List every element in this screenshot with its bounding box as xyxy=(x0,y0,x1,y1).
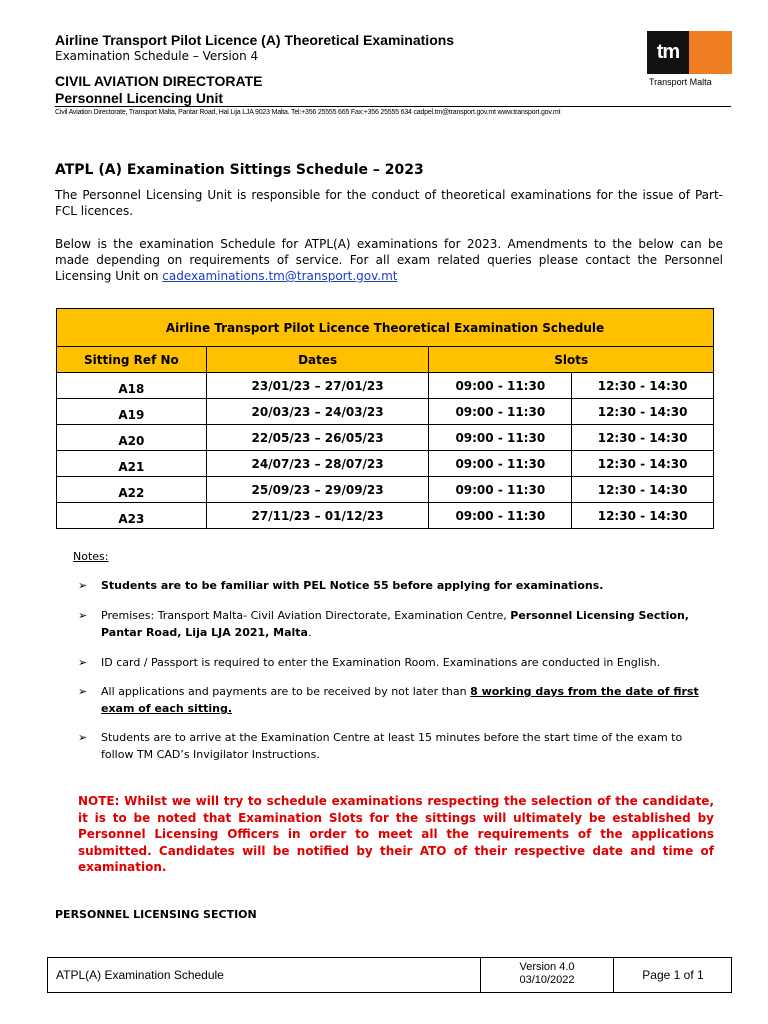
unit-name: Personnel Licencing Unit xyxy=(55,90,224,106)
note-text-underlined: 8 working days from the date of first exam of each sitting. xyxy=(101,685,699,715)
schedule-table xyxy=(56,308,714,529)
signoff: PERSONNEL LICENSING SECTION xyxy=(55,908,257,921)
afternoon-slot: 12:30 - 14:30 xyxy=(572,425,714,451)
intro-paragraph: The Personnel Licensing Unit is responsible for the conduct of theoretical examinations for the issue of Part-FCL licences. xyxy=(55,188,723,218)
logo-orange-block xyxy=(689,31,732,74)
sitting-ref: A20 xyxy=(57,425,207,451)
note-text: ID card / Passport is required to enter the Examination Room. Examinations are conducted in English. xyxy=(101,656,661,669)
sitting-dates: 22/05/23 – 26/05/23 xyxy=(206,425,429,451)
header-title: Airline Transport Pilot Licence (A) Theoretical Examinations xyxy=(55,32,455,48)
note-item xyxy=(78,607,718,641)
arrow-bullet-icon: ➢ xyxy=(78,609,88,622)
table-row xyxy=(57,503,714,529)
note-text: Students are to be familiar with PEL Notice 55 before applying for examinations. xyxy=(101,579,604,592)
schedule-paragraph xyxy=(55,236,723,284)
sitting-dates: 27/11/23 – 01/12/23 xyxy=(206,503,429,529)
note-text-part: Premises: Transport Malta- Civil Aviation Directorate, Examination Centre, xyxy=(101,609,511,622)
organisation-name: CIVIL AVIATION DIRECTORATE xyxy=(55,73,263,89)
table-row xyxy=(57,477,714,503)
note-text: Students are to arrive at the Examination Centre at least 15 minutes before the start time of the exam to follow TM CAD’s Invigilator Instructions. xyxy=(101,731,683,761)
arrow-bullet-icon: ➢ xyxy=(78,685,88,698)
note-text-part: . xyxy=(307,626,312,639)
sitting-ref: A18 xyxy=(57,373,207,399)
morning-slot: 09:00 - 11:30 xyxy=(429,503,572,529)
arrow-bullet-icon: ➢ xyxy=(78,731,88,744)
contact-email-link[interactable]: cadexaminations.tm@transport.gov.mt xyxy=(162,269,398,283)
sitting-ref: A22 xyxy=(57,477,207,503)
note-item xyxy=(78,654,718,671)
column-header-dates: Dates xyxy=(206,347,429,373)
note-item xyxy=(78,729,718,763)
afternoon-slot: 12:30 - 14:30 xyxy=(572,451,714,477)
header-address: Civil Aviation Directorate, Transport Malta, Pantar Road, Hal Lija LJA 9023 Malta. Tel:+356 25555 665 Fax:+356 25555 634 cadpel.tm@transport.gov.mt www.transport.gov.mt xyxy=(55,109,561,116)
note-text-part: All applications and payments are to be received by not later than xyxy=(101,685,471,698)
morning-slot: 09:00 - 11:30 xyxy=(429,451,572,477)
sitting-dates: 20/03/23 – 24/03/23 xyxy=(206,399,429,425)
sitting-dates: 24/07/23 – 28/07/23 xyxy=(206,451,429,477)
notes-label: Notes: xyxy=(73,550,109,563)
afternoon-slot: 12:30 - 14:30 xyxy=(572,373,714,399)
morning-slot: 09:00 - 11:30 xyxy=(429,373,572,399)
sitting-dates: 25/09/23 – 29/09/23 xyxy=(206,477,429,503)
arrow-bullet-icon: ➢ xyxy=(78,656,88,669)
transport-malta-logo xyxy=(647,31,732,88)
note-text-bold: Personnel Licensing Section, Pantar Road, Lija LJA 2021, Malta xyxy=(101,609,689,639)
morning-slot: 09:00 - 11:30 xyxy=(429,425,572,451)
table-row xyxy=(57,373,714,399)
footer-version: Version 4.0 xyxy=(519,961,575,973)
important-note: NOTE: Whilst we will try to schedule examinations respecting the selection of the candidate, it is to be noted that Examination Slots for the sittings will ultimately be established by Personnel Licensing Officers in order to meet all the requirements of the applications submitted. Candidates will be notified by their ATO of their respective date and time of examination. xyxy=(78,794,714,874)
afternoon-slot: 12:30 - 14:30 xyxy=(572,503,714,529)
footer-document-name: ATPL(A) Examination Schedule xyxy=(56,968,224,982)
note-text xyxy=(101,607,718,641)
morning-slot: 09:00 - 11:30 xyxy=(429,399,572,425)
sitting-dates: 23/01/23 – 27/01/23 xyxy=(206,373,429,399)
arrow-bullet-icon: ➢ xyxy=(78,579,88,592)
document-footer xyxy=(47,957,732,993)
morning-slot: 09:00 - 11:30 xyxy=(429,477,572,503)
logo-mark: tm xyxy=(647,31,689,74)
note-item xyxy=(78,683,718,717)
header-subtitle: Examination Schedule – Version 4 xyxy=(55,49,259,63)
note-item xyxy=(78,577,718,594)
sitting-ref: A19 xyxy=(57,399,207,425)
sitting-ref: A23 xyxy=(57,503,207,529)
table-row xyxy=(57,451,714,477)
table-title-row xyxy=(57,309,714,347)
column-header-slots: Slots xyxy=(429,347,714,373)
table-row xyxy=(57,399,714,425)
footer-version-block xyxy=(481,961,613,987)
afternoon-slot: 12:30 - 14:30 xyxy=(572,477,714,503)
note-text xyxy=(101,683,718,717)
table-row xyxy=(57,425,714,451)
logo-caption: Transport Malta xyxy=(649,77,712,87)
header-divider xyxy=(55,106,731,107)
table-title: Airline Transport Pilot Licence Theoretical Examination Schedule xyxy=(57,309,714,347)
table-header-row xyxy=(57,347,714,373)
document-heading: ATPL (A) Examination Sittings Schedule – 2023 xyxy=(55,162,424,178)
footer-date: 03/10/2022 xyxy=(519,974,575,986)
schedule-paragraph-text: Below is the examination Schedule for ATPL(A) examinations for 2023. Amendments to the below can be made depending on requirements of service. For all exam related queries please contact the Personnel Licensing Unit on xyxy=(55,237,723,283)
sitting-ref: A21 xyxy=(57,451,207,477)
afternoon-slot: 12:30 - 14:30 xyxy=(572,399,714,425)
footer-page-number: Page 1 of 1 xyxy=(642,968,704,982)
column-header-ref: Sitting Ref No xyxy=(57,347,207,373)
